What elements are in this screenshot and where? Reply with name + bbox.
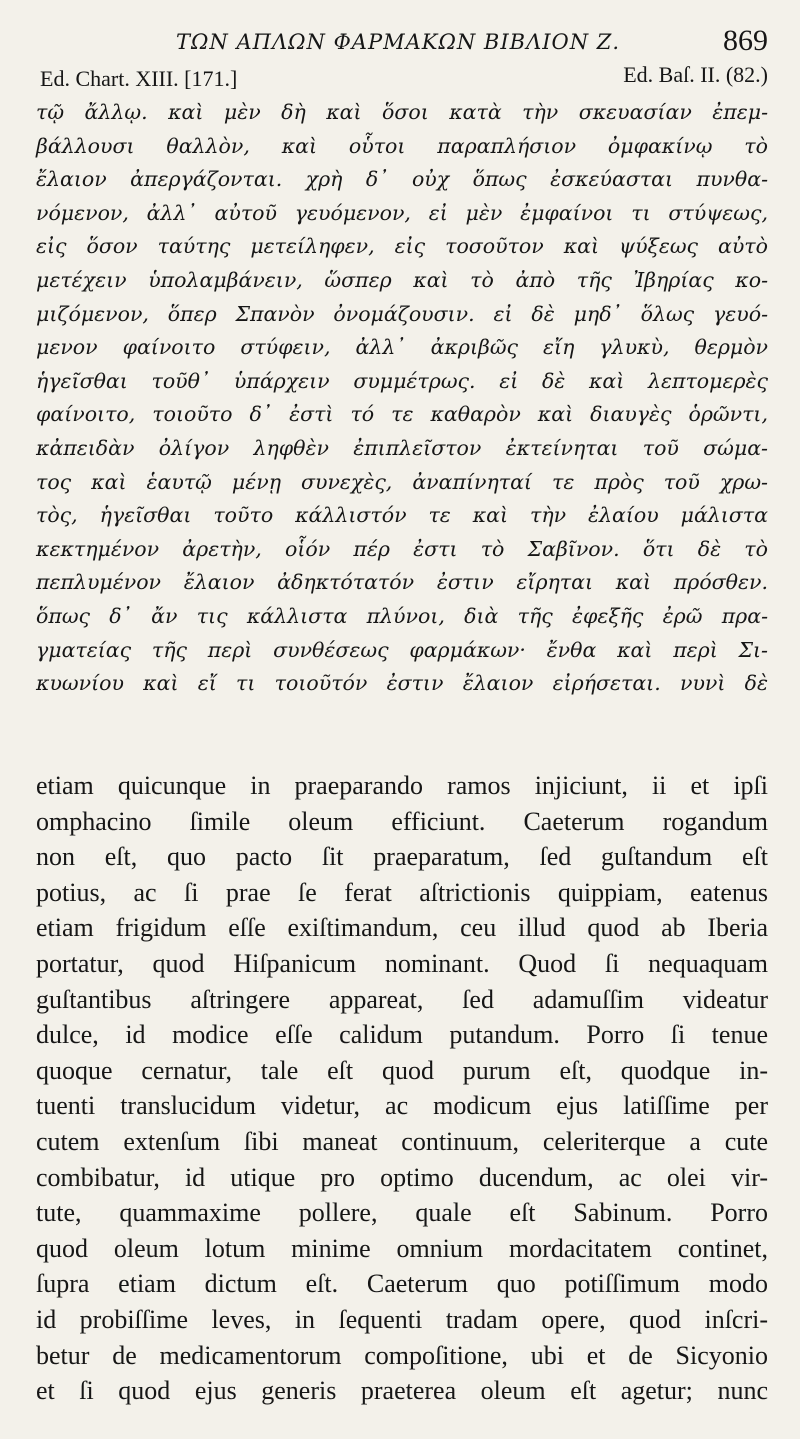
greek-text-line: τὸς, ἡγεῖσθαι τοῦτο κάλλιστόν τε καὶ τὴν ἐλαίου μάλιστα [36, 503, 768, 528]
latin-text-line: etiam quicunque in praeparando ramos injiciunt, ii et ipſi [36, 771, 768, 800]
latin-text-line: etiam frigidum eſſe exiſtimandum, ceu illud quod ab Iberia [36, 913, 768, 943]
greek-text-line: μετέχειν ὑπολαμβάνειν, ὥσπερ καὶ τὸ ἀπὸ τῆς Ἰβηρίας κο- [36, 267, 768, 292]
latin-text-line: quoque cernatur, tale eſt quod purum eſt, quodque in- [36, 1055, 768, 1085]
greek-text-line: βάλλουσι θαλλὸν, καὶ οὗτοι παραπλήσιον ὀμφακίνῳ τὸ [36, 133, 768, 158]
greek-text-line: νόμενον, ἀλλ᾽ αὐτοῦ γευόμενον, εἰ μὲν ἐμφαίνοι τι στύψεως, [36, 200, 768, 225]
latin-text-line: potius, ac ſi prae ſe ferat aſtrictionis quippiam, eatenus [36, 877, 768, 907]
greek-text-line: μιζόμενον, ὅπερ Σπανὸν ὀνομάζουσιν. εἰ δὲ μηδ᾽ ὅλως γευό- [36, 301, 768, 326]
latin-text-line: betur de medicamentorum compoſitione, ubi et de Sicyonio [36, 1340, 768, 1370]
greek-text-block [36, 96, 768, 701]
greek-text-line: τος καὶ ἑαυτῷ μένῃ συνεχὲς, ἀναπίνηταί τε πρὸς τοῦ χρω- [36, 469, 768, 494]
greek-text-line: κυωνίου καὶ εἴ τι τοιοῦτόν ἐστιν ἔλαιον εἰρήσεται. νυνὶ δὲ [36, 671, 768, 696]
latin-text-line: portatur, quod Hiſpanicum nominant. Quod ſi nequaquam [36, 948, 768, 978]
latin-text-line: dulce, id modice eſſe calidum putandum. Porro ſi tenue [36, 1020, 768, 1050]
latin-text-line: guſtantibus aſtringere appareat, ſed adamuſſim videatur [36, 984, 768, 1014]
greek-text-line: μενον φαίνοιτο στύφειν, ἀλλ᾽ ἀκριβῶς εἴη γλυκὺ, θερμὸν [36, 335, 768, 360]
greek-text-line: ὅπως δ᾽ ἄν τις κάλλιστα πλύνοι, διὰ τῆς ἐφεξῆς ἐρῶ πρα- [36, 603, 768, 628]
edition-basel-reference: Ed. Baſ. II. (82.) [623, 62, 768, 87]
page-number: 869 [723, 24, 768, 57]
greek-text-line: κἀπειδὰν ὀλίγον ληφθὲν ἐπιπλεῖστον ἐκτείνηται τοῦ σώμα- [36, 435, 768, 460]
greek-text-line: πεπλυμένον ἔλαιον ἀδηκτότατόν ἐστιν εἴρηται καὶ πρόσθεν. [36, 570, 768, 595]
latin-text-line: tute, quammaxime pollere, quale eſt Sabinum. Porro [36, 1198, 768, 1228]
latin-text-line: ſupra etiam dictum eſt. Caeterum quo potiſſimum modo [36, 1269, 768, 1299]
greek-text-line: γματείας τῆς περὶ συνθέσεως φαρμάκων· ἔνθα καὶ περὶ Σι- [36, 637, 768, 662]
latin-text-line: quod oleum lotum minime omnium mordacitatem continet, [36, 1233, 768, 1263]
latin-text-line: cutem extenſum ſibi maneat continuum, celeriterque a cute [36, 1126, 768, 1156]
latin-text-line: combibatur, id utique pro optimo ducendum, ac olei vir- [36, 1162, 768, 1192]
greek-text-line: ἔλαιον ἀπεργάζονται. χρὴ δ᾽ οὐχ ὅπως ἐσκεύασται πυνθα- [36, 167, 768, 192]
latin-text-line: id probiſſime leves, in ſequenti tradam opere, quod inſcri- [36, 1304, 768, 1334]
latin-translation-block [36, 768, 768, 1409]
latin-text-line: omphacino ſimile oleum efficiunt. Caeterum rogandum [36, 806, 768, 836]
greek-text-line: κεκτημένον ἀρετὴν, οἷόν πέρ ἐστι τὸ Σαβῖνον. ὅτι δὲ τὸ [36, 536, 768, 561]
running-head [36, 22, 768, 62]
edition-chartier-reference: Ed. Chart. XIII. [171.] [40, 66, 238, 91]
greek-text-line: ἡγεῖσθαι τοῦθ᾽ ὑπάρχειν συμμέτρως. εἰ δὲ καὶ λεπτομερὲς [36, 368, 768, 393]
latin-text-line: et ſi quod ejus generis praeterea oleum eſt agetur; nunc [36, 1376, 768, 1406]
latin-text-line: tuenti translucidum videtur, ac modicum ejus latiſſime per [36, 1091, 768, 1121]
greek-text-line: τῷ ἄλλῳ. καὶ μὲν δὴ καὶ ὅσοι κατὰ τὴν σκευασίαν ἐπεμ- [36, 100, 768, 124]
latin-text-line: non eſt, quo pacto ſit praeparatum, ſed guſtandum eſt [36, 842, 768, 872]
greek-text-line: εἰς ὅσον ταύτης μετείληφεν, εἰς τοσοῦτον καὶ ψύξεως αὐτὸ [36, 234, 768, 259]
greek-text-line: φαίνοιτο, τοιοῦτο δ᾽ ἐστὶ τό τε καθαρὸν καὶ διαυγὲς ὁρῶντι, [36, 402, 768, 427]
edition-reference-line [36, 62, 768, 92]
running-title: ΤΩΝ ΑΠΛΩΝ ΦΑΡΜΑΚΩΝ ΒΙΒΛΙΟΝ Ζ. [176, 30, 621, 54]
